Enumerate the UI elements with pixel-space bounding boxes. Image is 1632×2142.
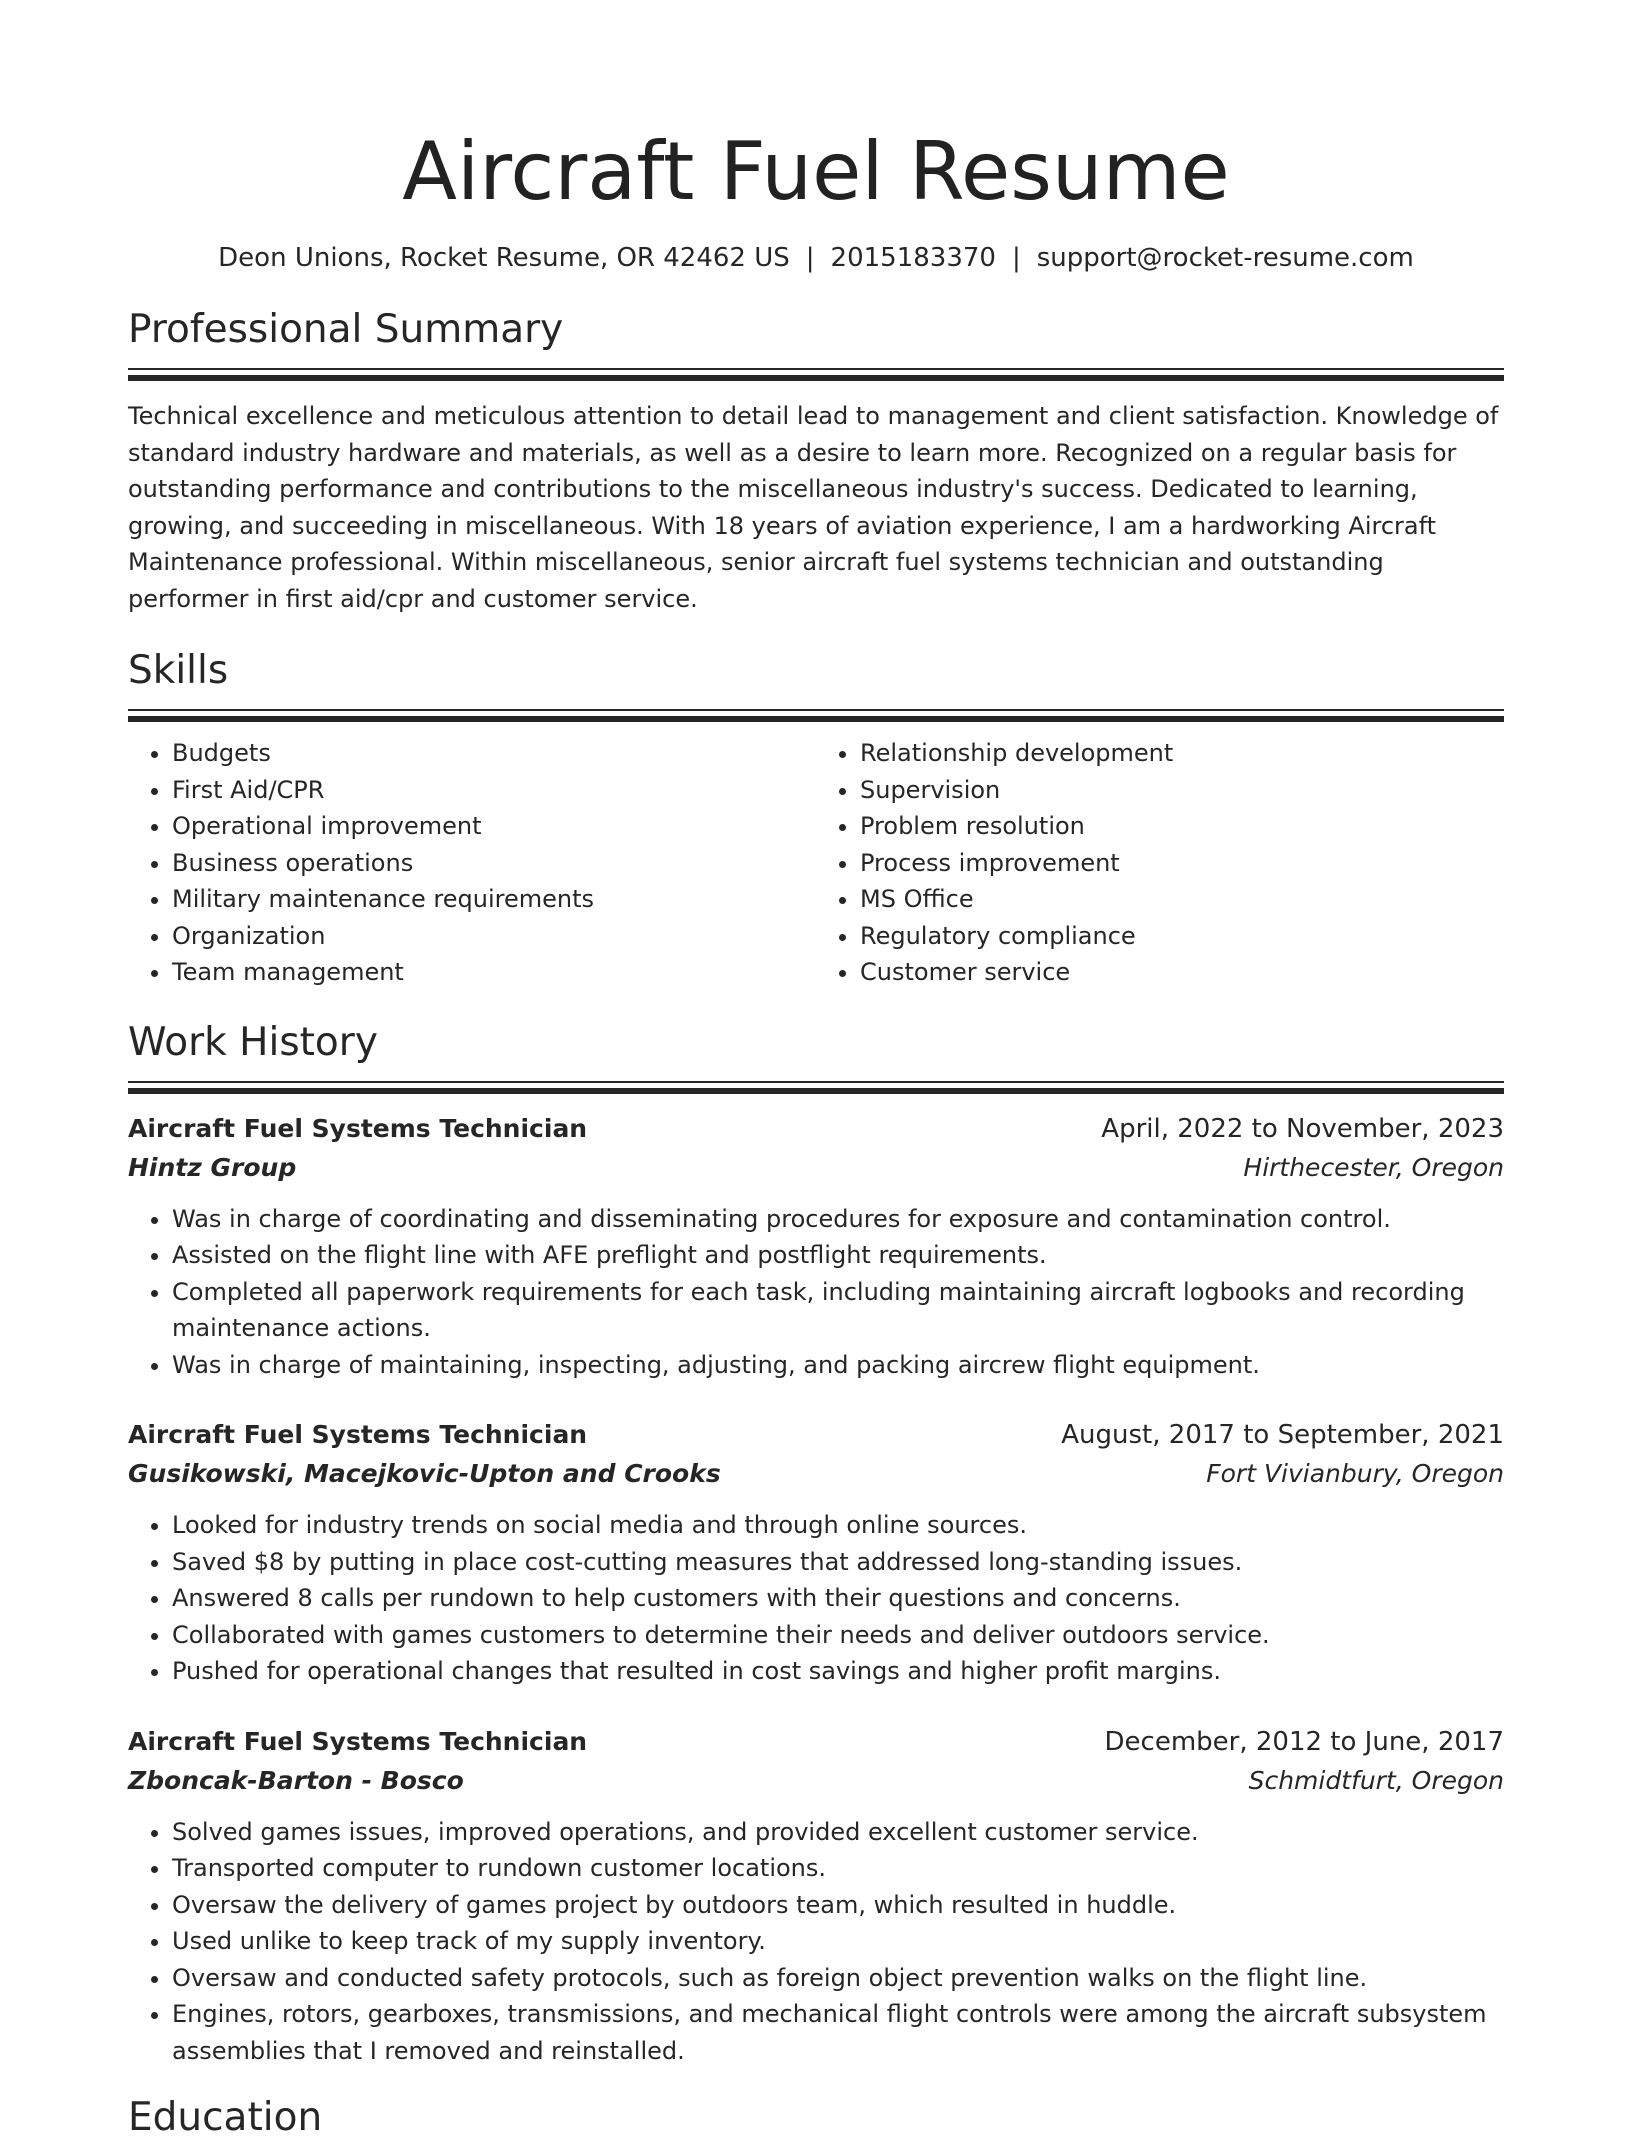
skill-item: • Military maintenance requirements bbox=[172, 881, 816, 918]
skill-item: • Relationship development bbox=[860, 735, 1504, 772]
work-history-heading: Work History bbox=[128, 1019, 378, 1065]
job-entry bbox=[128, 1109, 1504, 1384]
job-bullet: • Oversaw and conducted safety protocols, such as foreign object prevention walks on the flight line. bbox=[172, 1960, 1504, 1997]
section-divider bbox=[128, 1081, 1504, 1093]
job-bullets bbox=[128, 1814, 1504, 2070]
job-bullet: • Used unlike to keep track of my supply inventory. bbox=[172, 1923, 1504, 1960]
section-divider bbox=[128, 368, 1504, 380]
contact-separator: | bbox=[1011, 243, 1021, 273]
job-company: Zboncak-Barton - Bosco bbox=[128, 1765, 464, 1795]
contact-separator: | bbox=[805, 243, 815, 273]
skills-column-left bbox=[128, 735, 816, 991]
skill-item: • Business operations bbox=[172, 845, 816, 882]
job-bullet: • Looked for industry trends on social media and through online sources. bbox=[172, 1507, 1504, 1544]
skills-section bbox=[128, 647, 1504, 991]
contact-address: Deon Unions, Rocket Resume, OR 42462 US bbox=[218, 243, 790, 273]
job-location: Fort Vivianbury, Oregon bbox=[1206, 1459, 1504, 1488]
job-bullet: • Saved $8 by putting in place cost-cutting measures that addressed long-standing issues. bbox=[172, 1544, 1504, 1581]
skills-grid bbox=[128, 735, 1504, 991]
job-bullet: • Was in charge of coordinating and disseminating procedures for exposure and contamination control. bbox=[172, 1201, 1504, 1238]
summary-heading: Professional Summary bbox=[128, 307, 564, 352]
skill-item: • Problem resolution bbox=[860, 808, 1504, 845]
resume-page bbox=[128, 0, 1504, 2140]
contact-email: support@rocket-resume.com bbox=[1036, 243, 1414, 273]
job-bullet: • Assisted on the flight line with AFE preflight and postflight requirements. bbox=[172, 1237, 1504, 1274]
job-bullet: • Engines, rotors, gearboxes, transmissions, and mechanical flight controls were among the aircraft subsystem assemblies that I removed and reinstalled. bbox=[172, 1996, 1504, 2069]
work-history-section bbox=[128, 1019, 1504, 2070]
job-bullet: • Pushed for operational changes that resulted in cost savings and higher profit margins. bbox=[172, 1653, 1504, 1690]
skill-item: • Regulatory compliance bbox=[860, 918, 1504, 955]
job-company: Hintz Group bbox=[128, 1152, 297, 1182]
job-entry bbox=[128, 1722, 1504, 2070]
skill-item: • Team management bbox=[172, 954, 816, 991]
skill-item: • Supervision bbox=[860, 772, 1504, 809]
skills-heading: Skills bbox=[128, 648, 229, 693]
job-bullets bbox=[128, 1201, 1504, 1384]
job-title: Aircraft Fuel Systems Technician bbox=[128, 1420, 588, 1449]
job-location: Schmidtfurt, Oregon bbox=[1248, 1765, 1504, 1795]
job-dates: April, 2022 to November, 2023 bbox=[1101, 1113, 1504, 1144]
skill-item: • First Aid/CPR bbox=[172, 772, 816, 809]
job-bullet: • Answered 8 calls per rundown to help customers with their questions and concerns. bbox=[172, 1580, 1504, 1617]
job-dates: August, 2017 to September, 2021 bbox=[1061, 1420, 1504, 1450]
job-company: Gusikowski, Macejkovic-Upton and Crooks bbox=[128, 1459, 721, 1488]
skill-item: • MS Office bbox=[860, 881, 1504, 918]
job-bullet: • Completed all paperwork requirements for each task, including maintaining aircraft logbooks and recording maintenance actions. bbox=[172, 1274, 1504, 1347]
skill-item: • Customer service bbox=[860, 954, 1504, 991]
job-bullets bbox=[128, 1507, 1504, 1690]
job-location: Hirthecester, Oregon bbox=[1243, 1152, 1504, 1182]
skill-item: • Process improvement bbox=[860, 845, 1504, 882]
job-title: Aircraft Fuel Systems Technician bbox=[128, 1726, 588, 1756]
skill-item: • Operational improvement bbox=[172, 808, 816, 845]
skill-item: • Budgets bbox=[172, 735, 816, 772]
resume-title: Aircraft Fuel Resume bbox=[402, 125, 1230, 218]
education-heading: Education bbox=[128, 2095, 323, 2140]
contact-phone: 2015183370 bbox=[830, 243, 996, 273]
job-entry bbox=[128, 1415, 1504, 1690]
job-bullet: • Collaborated with games customers to determine their needs and deliver outdoors service. bbox=[172, 1617, 1504, 1654]
job-bullet: • Oversaw the delivery of games project by outdoors team, which resulted in huddle. bbox=[172, 1887, 1504, 1924]
section-divider bbox=[128, 709, 1504, 721]
summary-section bbox=[128, 306, 1504, 617]
job-bullet: • Transported computer to rundown customer locations. bbox=[172, 1850, 1504, 1887]
contact-line bbox=[128, 240, 1504, 276]
summary-text: Technical excellence and meticulous attention to detail lead to management and client satisfaction. Knowledge of standard industry hardware and materials, as well as a desire to learn more. Recognized on a regular basis for outstanding performance and contributions to the miscellaneous industry's success. Dedicated to learning, growing, and succeeding in miscellaneous. With 18 years of aviation experience, I am a hardworking Aircraft Maintenance professional. Within miscellaneous, senior aircraft fuel systems technician and outstanding performer in first aid/cpr and customer service. bbox=[128, 402, 1499, 613]
job-dates: December, 2012 to June, 2017 bbox=[1104, 1726, 1504, 1757]
job-bullet: • Solved games issues, improved operations, and provided excellent customer service. bbox=[172, 1814, 1504, 1851]
job-bullet: • Was in charge of maintaining, inspecting, adjusting, and packing aircrew flight equipment. bbox=[172, 1347, 1504, 1384]
job-title: Aircraft Fuel Systems Technician bbox=[128, 1113, 588, 1143]
skills-column-right bbox=[816, 735, 1504, 991]
skill-item: • Organization bbox=[172, 918, 816, 955]
